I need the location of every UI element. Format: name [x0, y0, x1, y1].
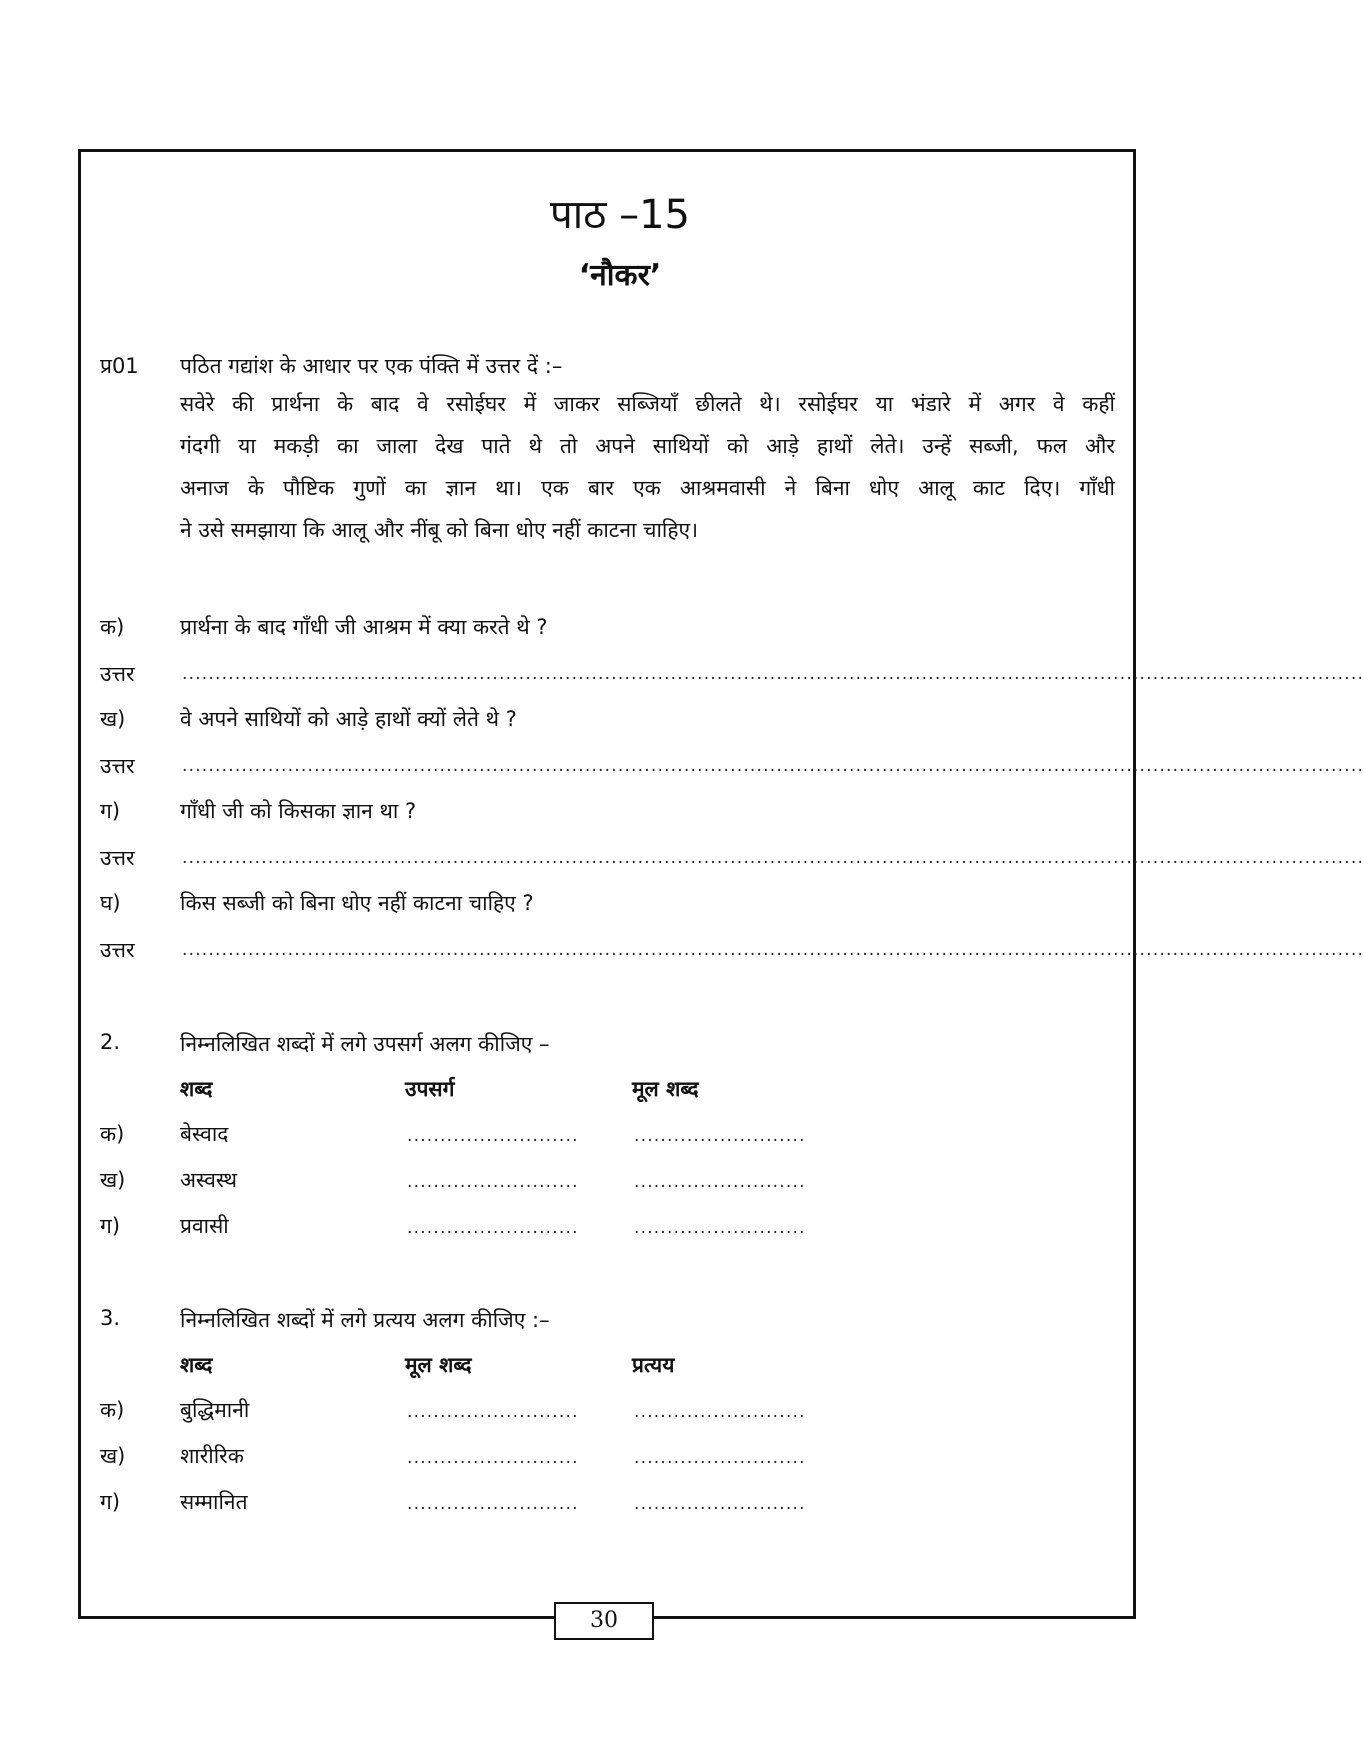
- item-marker: क): [100, 1398, 125, 1422]
- item-marker: ख): [100, 707, 126, 731]
- answer-line[interactable]: ...................................................................................................................................................................................: [182, 756, 1364, 776]
- word-cell: बुद्धिमानी: [180, 1398, 250, 1422]
- prefix-blank[interactable]: ..........................: [407, 1218, 579, 1238]
- root-blank[interactable]: ..........................: [407, 1448, 579, 1468]
- prefix-blank[interactable]: ..........................: [407, 1126, 579, 1146]
- item-marker: घ): [100, 891, 121, 915]
- question-text: किस सब्जी को बिना धोए नहीं काटना चाहिए ?: [180, 891, 534, 915]
- col-header-word: शब्द: [180, 1353, 213, 1377]
- question-text: प्रार्थना के बाद गाँधी जी आश्रम में क्या करते थे ?: [180, 615, 548, 639]
- answer-label: उत्तर: [100, 938, 135, 962]
- word-cell: अस्वस्थ: [180, 1168, 238, 1192]
- answer-line[interactable]: ...................................................................................................................................................................................: [182, 940, 1364, 960]
- answer-label: उत्तर: [100, 754, 135, 778]
- q3-number: 3.: [100, 1306, 121, 1330]
- col-header-prefix: उपसर्ग: [405, 1077, 455, 1101]
- item-marker: क): [100, 1122, 125, 1146]
- answer-line[interactable]: ...................................................................................................................................................................................: [182, 848, 1364, 868]
- col-header-word: शब्द: [180, 1077, 213, 1101]
- item-marker: ग): [100, 799, 121, 823]
- word-cell: बेस्वाद: [180, 1122, 229, 1146]
- answer-label: उत्तर: [100, 846, 135, 870]
- root-blank[interactable]: ..........................: [407, 1402, 579, 1422]
- suffix-blank[interactable]: ..........................: [634, 1402, 806, 1422]
- q1-instruction: पठित गद्यांश के आधार पर एक पंक्ति में उत्तर दें :–: [180, 354, 563, 378]
- word-cell: शारीरिक: [180, 1444, 244, 1468]
- answer-label: उत्तर: [100, 662, 135, 686]
- col-header-root: मूल शब्द: [632, 1077, 699, 1101]
- q2-instruction: निम्नलिखित शब्दों में लगे उपसर्ग अलग कीजिए –: [180, 1032, 550, 1056]
- item-marker: ख): [100, 1444, 126, 1468]
- lesson-subtitle: ‘नौकर’: [578, 258, 662, 293]
- question-text: वे अपने साथियों को आड़े हाथों क्यों लेते थे ?: [180, 707, 517, 731]
- root-blank[interactable]: ..........................: [634, 1172, 806, 1192]
- page-number: 30: [554, 1602, 654, 1640]
- col-header-suffix: प्रत्यय: [632, 1353, 675, 1377]
- passage-line: सवेरे की प्रार्थना के बाद वे रसोईघर में जाकर सब्जियाँ छीलते थे। रसोईघर या भंडारे में अगर वे कहीं: [180, 392, 1115, 416]
- root-blank[interactable]: ..........................: [634, 1218, 806, 1238]
- suffix-blank[interactable]: ..........................: [634, 1448, 806, 1468]
- item-marker: ख): [100, 1168, 126, 1192]
- passage-line: गंदगी या मकड़ी का जाला देख पाते थे तो अपने साथियों को आड़े हाथों लेते। उन्हें सब्जी, फल और: [180, 434, 1115, 458]
- lesson-title: पाठ –15: [550, 192, 690, 238]
- word-cell: प्रवासी: [180, 1214, 229, 1238]
- prefix-blank[interactable]: ..........................: [407, 1172, 579, 1192]
- col-header-root: मूल शब्द: [405, 1353, 472, 1377]
- passage-line: ने उसे समझाया कि आलू और नींबू को बिना धोए नहीं काटना चाहिए।: [180, 518, 699, 542]
- suffix-blank[interactable]: ..........................: [634, 1494, 806, 1514]
- passage-line: अनाज के पौष्टिक गुणों का ज्ञान था। एक बार एक आश्रमवासी ने बिना धोए आलू काट दिए। गाँधी: [180, 476, 1115, 500]
- item-marker: क): [100, 615, 125, 639]
- q2-number: 2.: [100, 1030, 121, 1054]
- q3-instruction: निम्नलिखित शब्दों में लगे प्रत्यय अलग कीजिए :–: [180, 1308, 550, 1332]
- q1-number: प्र01: [100, 354, 139, 378]
- answer-line[interactable]: ...................................................................................................................................................................................: [182, 664, 1364, 684]
- word-cell: सम्मानित: [180, 1490, 248, 1514]
- root-blank[interactable]: ..........................: [407, 1494, 579, 1514]
- item-marker: ग): [100, 1490, 121, 1514]
- question-text: गाँधी जी को किसका ज्ञान था ?: [180, 799, 417, 823]
- root-blank[interactable]: ..........................: [634, 1126, 806, 1146]
- item-marker: ग): [100, 1214, 121, 1238]
